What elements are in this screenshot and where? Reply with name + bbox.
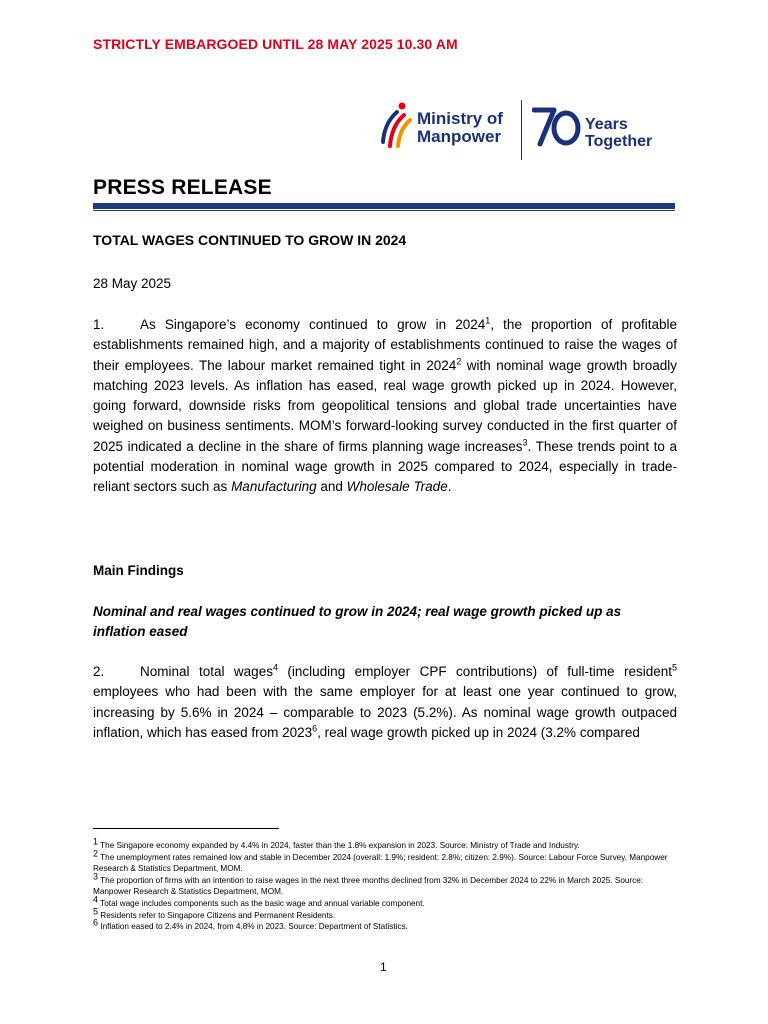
seventy-years-mark-icon [532,104,582,150]
logo-years-line2: Together [585,133,653,150]
footnote-ref: 3 [522,437,528,448]
ministry-of-manpower-emblem-icon [380,102,412,148]
section-subheading: Nominal and real wages continued to grow in 2024; real wage growth picked up as inflation eased [93,604,622,640]
footnote-ref: 2 [456,356,462,367]
footnote-4: $^4$ Total wage includes components such as the basic wage and annual variable component. [93,894,425,908]
footnote-ref: 1 [485,315,491,326]
paragraph-number: 1. [93,317,105,332]
footnote-1: $^1$ The Singapore economy expanded by 4.4% in 2024, faster than the 1.8% expansion in 2023. Source: Ministry of Trade and Industry. [93,836,580,850]
paragraph-1: 1. As Singapore’s economy continued to grow in 2024$^1$, the proportion of profitable establishments remained high, and a majority of establishments continued to raise the wages of their employees. The labour market remained tight in 2024$^2$ with nominal wage growth broadly matching 2023 levels. As inflation has eased, real wage growth picked up in 2024. However, going forward, downside risks from geopolitical tensions and global trade uncertainties have weighed on business sentiments. MOM’s forward-looking survey conducted in the first quarter of 2025 indicated a decline in the share of firms planning wage increases$^3$. These trends point to a potential moderation in nominal wage growth in 2025 compared to 2024, especially in trade-reliant sectors such as Manufacturing and Wholesale Trade. [93,315,678,495]
footnote-6: $^6$ Inflation eased to 2.4% in 2024, from 4.8% in 2023. Source: Department of Statistics. [93,917,408,932]
press-release-title: PRESS RELEASE [93,176,272,199]
logo-years-line1: Years [585,116,628,133]
title-rule-thick [93,203,675,209]
logo-ministry-line2: Manpower [417,127,502,146]
embargo-notice: STRICTLY EMBARGOED UNTIL 28 MAY 2025 10.30 AM [93,36,458,52]
paragraph-number: 2. [93,664,105,679]
footnote-5: $^5$ Residents refer to Singapore Citizens and Permanent Residents. [93,905,336,920]
footnote-ref: 6 [312,723,318,734]
release-date: 28 May 2025 [93,276,172,291]
footnote-3: $^3$ The proportion of firms with an intention to raise wages in the next three months declined from 32% in December 2024 to 22% in March 2025. Source: Manpower Research & Statistics Department, MOM. [93,871,644,897]
title-rule-thin [93,210,675,211]
footnote-ref: 5 [671,662,677,673]
section-heading-main-findings: Main Findings [93,563,184,578]
footnote-ref: 4 [272,662,278,673]
page-number: 1 [380,960,387,974]
headline: TOTAL WAGES CONTINUED TO GROW IN 2024 [93,232,407,248]
footnotes [93,836,677,933]
paragraph-2: 2. Nominal total wages$^4$ (including employer CPF contributions) of full-time resident$^5$ employees who had been with the same employer for at least one year continued to grow, increasing by 5.6% in 2024 – comparable to 2023 (5.2%). As nominal wage growth outpaced inflation, which has eased from 2023$^6$, real wage growth picked up in 2024 (3.2% compared [93,662,677,740]
footnote-2: $^2$ The unemployment rates remained low and stable in December 2024 (overall: 1.9%; resident: 2.8%; citizen: 2.9%). Source: Labour Force Survey, Manpower Research & Statistics Department, MOM. [93,847,668,874]
footnote-separator [93,828,279,829]
logo-divider [521,100,522,160]
mom-70-years-logo [380,98,680,162]
logo-ministry-line1: Ministry of [417,109,503,128]
